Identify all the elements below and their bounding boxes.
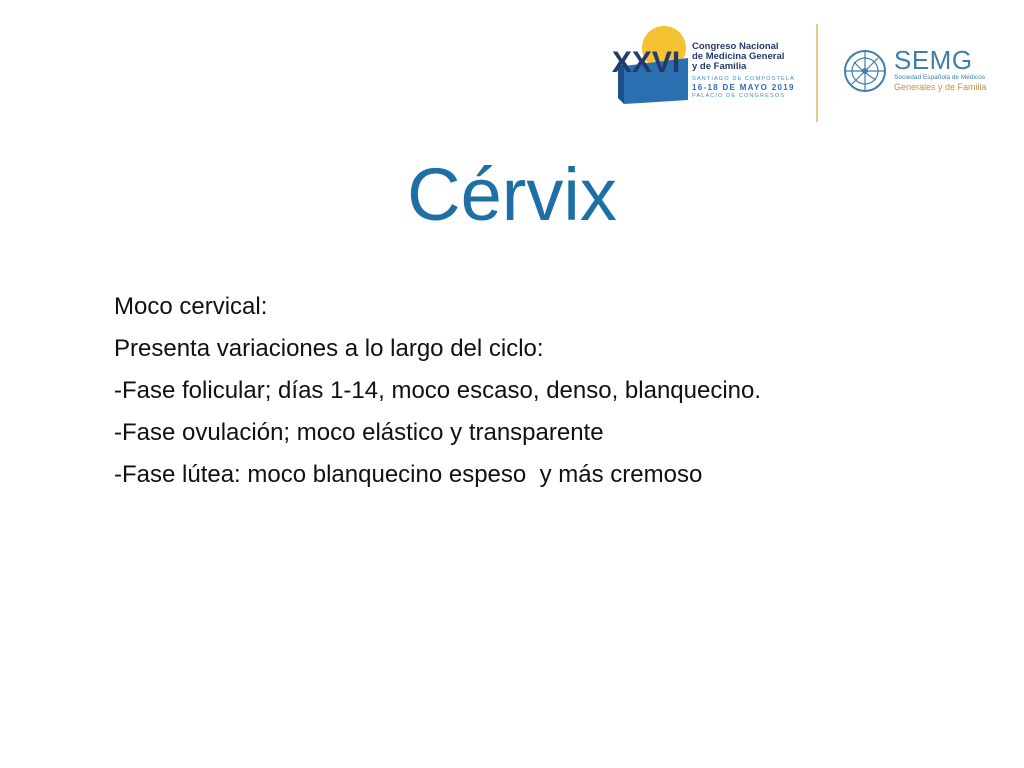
body-line: -Fase folicular; días 1-14, moco escaso, denso, blanquecino.: [114, 377, 762, 404]
congress-title-line-2: de Medicina General: [692, 51, 785, 62]
slide-body: [114, 286, 994, 496]
congress-title-line-1: Congreso Nacional: [692, 41, 779, 52]
congress-dates: 16-18 DE MAYO 2019: [692, 83, 795, 92]
congress-text: [692, 42, 802, 99]
semg-name: SEMG: [894, 45, 973, 75]
congress-city: SANTIAGO DE COMPOSTELA: [692, 76, 795, 82]
semg-emblem-icon: [842, 48, 888, 94]
congress-venue: PALACIO DE CONGRESOS: [692, 93, 786, 99]
congress-xxvi-logo: [600, 22, 692, 112]
slide-title: Cérvix: [407, 153, 617, 236]
semg-logo: [842, 44, 987, 100]
body-line: -Fase lútea: moco blanquecino espeso y más cremoso: [114, 461, 703, 488]
body-line: Presenta variaciones a lo largo del ciclo:: [114, 335, 544, 362]
body-line: Moco cervical:: [114, 293, 268, 320]
body-line: -Fase ovulación; moco elástico y transparente: [114, 419, 604, 446]
logo-divider: [816, 24, 818, 122]
congress-numeral: XXVI: [611, 46, 681, 79]
congress-title-line-3: y de Familia: [692, 61, 747, 72]
semg-text: [894, 46, 987, 92]
congress-logo: [600, 22, 800, 112]
semg-subtitle-line-2: Generales y de Familia: [894, 82, 987, 92]
semg-subtitle-line-1: Sociedad Española de Médicos: [894, 74, 986, 81]
